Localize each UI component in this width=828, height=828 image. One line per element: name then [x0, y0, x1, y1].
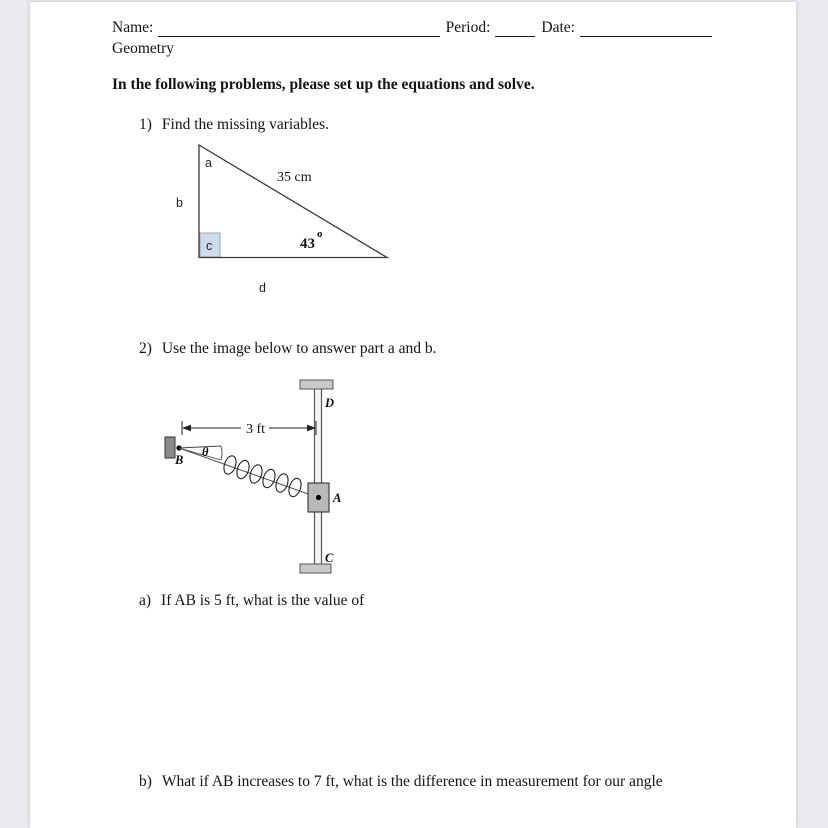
- problem2-line: [139, 339, 712, 358]
- point-d-label: D: [325, 396, 335, 410]
- spring-coil: [222, 454, 304, 498]
- problem2-text: Use the image below to answer part a and b.: [161, 340, 437, 357]
- date-blank: [580, 21, 712, 37]
- top-bar: [300, 380, 333, 389]
- period-label: Period:: [445, 19, 491, 36]
- spring-axis: [179, 448, 311, 495]
- name-label: Name:: [112, 19, 154, 36]
- dimension-label: 3 ft: [246, 422, 266, 437]
- left-arrowhead: [182, 425, 191, 432]
- problem1-line: [139, 115, 712, 134]
- side-b-label: b: [176, 196, 183, 210]
- vertical-beam: [315, 388, 322, 566]
- point-a-label: A: [333, 491, 342, 505]
- hypotenuse-label: 35 cm: [277, 170, 312, 185]
- wall-anchor: [165, 437, 175, 458]
- angle-value-label: 43: [300, 236, 315, 252]
- point-c-label: C: [325, 551, 334, 565]
- header-line: [112, 18, 712, 37]
- triangle-diagram: [169, 140, 409, 305]
- part-b-line: [139, 772, 712, 791]
- part-b-number: b): [139, 773, 152, 790]
- bottom-bar: [300, 564, 331, 573]
- side-a-label: a: [205, 156, 212, 170]
- worksheet-page: [30, 2, 796, 828]
- theta-label: θ: [202, 445, 209, 459]
- part-b-text: What if AB increases to 7 ft, what is the difference in measurement for our angle: [161, 773, 663, 790]
- course-title: Geometry: [112, 40, 174, 57]
- side-d-label: d: [259, 281, 266, 295]
- part-a-number: a): [139, 592, 152, 609]
- part-a-line: [139, 591, 712, 610]
- point-b-label: B: [175, 453, 184, 467]
- lever-diagram: [159, 376, 354, 581]
- angle-wedge: [179, 446, 222, 460]
- period-blank: [495, 21, 535, 37]
- angle-c-label: c: [206, 239, 213, 253]
- instructions-text: In the following problems, please set up the equations and solve.: [112, 76, 535, 93]
- problem1-number: 1): [139, 116, 152, 133]
- degree-symbol: o: [317, 228, 323, 240]
- problem1-text: Find the missing variables.: [161, 116, 329, 133]
- worksheet-content: [30, 2, 796, 791]
- date-label: Date:: [541, 19, 575, 36]
- name-blank: [158, 21, 439, 37]
- point-a-dot: [316, 495, 321, 500]
- problem2-number: 2): [139, 340, 152, 357]
- part-a-text: If AB is 5 ft, what is the value of: [161, 592, 365, 609]
- triangle-outline: [199, 145, 387, 258]
